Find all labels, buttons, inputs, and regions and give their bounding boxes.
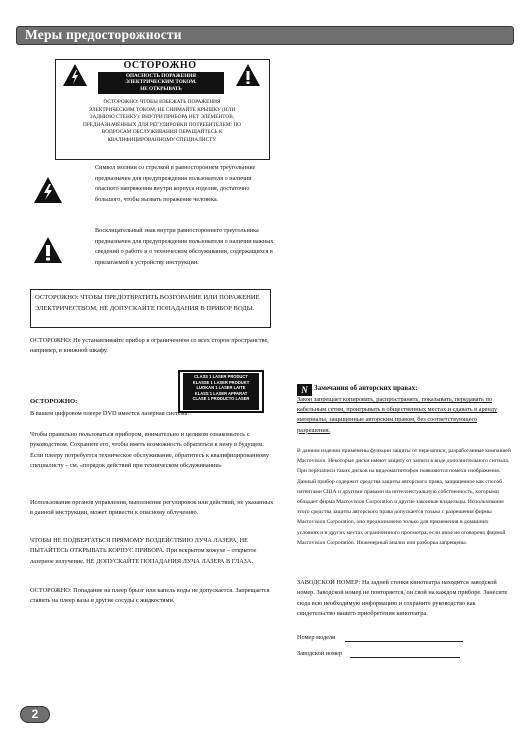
lightning-warning-icon [62,63,88,87]
placement-caution: ОСТОРОЖНО: Не устанавливайте прибор в ограниченном со всех сторон пространстве, например, в книжной шкафу. [30,337,269,355]
serial-number-notice: ЗАВОДСКОЙ НОМЕР: На задней стенки кинотеатра находится заводской номер. Заводской номер не повторяется, он свой на каждом приборе. Занесите сюда всю необходимую информацию и сохраните руководство как свидетельство вашего приобретения кинотеатра. [297,579,508,617]
laser-caution-heading: ОСТОРОЖНО: [30,398,78,405]
laser-system-text: В вашем цифровом плеере DVD имеется лазерная система. [30,410,189,417]
exclamation-warning-icon [235,63,261,87]
laser-class-label-text: CLASS 1 LASER PRODUCT KLASSE 1 LASER PRODUKT LUOKAN 1 LASER LAITE KLASS 1 LASER APPARAT CLASE 1 PRODUCTO LASER [192,374,250,401]
caution-body-text: ОСТОРОЖНО: ЧТОБЫ ИЗБЕЖАТЬ ПОРАЖЕНИЯ ЭЛЕКТРИЧЕСКИМ ТОКОМ, НЕ СНИМАЙТЕ КРЫШКУ (ИЛИ ЗАДНЮЮ СТЕНКУ): ВНУТРИ ПРИБОРА НЕТ ЭЛЕМЕНТОВ, ПРЕДНАЗНАЧЕННЫХ ДЛЯ РЕГУЛИРОВКИ ПОТРЕБИТЕЛЕМ: ПО ВОПРОСАМ ОБСЛУЖИВАНИЯ ОБРАЩАЙТЕСЬ К КВАЛИФИЦИРОВАННОМУ СПЕЦИАЛИСТУ. [83,99,241,143]
exclamation-symbol-description: Восклицательный знак внутри равностороннего треугольника предназначен для предупреждения пользователя о наличии важных сведений о работе и о техническом обслуживании, содержащихся в прилагаемой к устройству инструкции. [95,227,274,266]
model-number-line [345,641,463,642]
copyright-notice-underlined: Закон запрещает копировать, распространять, показывать, передавать по кабельным сетям, проигрывать в общественных местах и сдавать в аренду материалы, защищенные авторским правом, без соответствующего разрешения. [297,396,498,434]
model-number-label: Номер модели [297,634,336,641]
caution-heading: ОСТОРОЖНО [123,60,197,71]
water-caution-text: ОСТОРОЖНО: Попадание на плеер брызг или капель воды не допускается. Запрещается ставить на плеер вазы и другие сосуды с жидкостями. [30,587,270,605]
page-title: Меры предосторожности [25,27,182,42]
copyright-body-text: В данном изделии применены функции защиты от перезаписи, разработанные компанией Macrovision. Некоторые диски имеют защиту от записи в виде дополнительного сигнала. При перезаписи таких дисков на видеомагнитофон появляются помехи изображения. Данный прибор содержит средства защиты авторского права, защищенное как способ патентами США и другими правами на интеллектуальную собственность, которыми обладает фирма Macrovision Corporation и другие законные владельцы. Использование этого средства защиты авторского права допускается только с разрешения фирмы Macrovision Corporation, оно предназначено только для применения в домашних условиях и в других местах ограниченного просмотра, если иное не оговорено фирмой Macrovision Corporation. Инженерный анализ или разборка запрещены. [297,448,511,546]
exclamation-triangle-icon [33,236,63,264]
lightning-triangle-icon [33,176,63,204]
controls-warning-text: Использование органов управления, выполнение регулировок или действий, не указанных в данной инструкции, может привести к опасному облучению. [30,499,274,517]
note-icon: N [297,384,312,396]
caution-inner-text: ОПАСНОСТЬ ПОРАЖЕНИЯ ЭЛЕКТРИЧЕСКИМ ТОКОМ. НЕ ОТКРЫВАТЬ [125,73,197,92]
copyright-heading: Замечания об авторских правах: [314,384,418,392]
serial-number-label: Заводской номер [297,650,343,657]
laser-beam-warning-text: ЧТОБЫ НЕ ПОДВЕРГАТЬСЯ ПРЯМОМУ ВОЗДЕЙСТВИЮ ЛУЧА ЛАЗЕРА, НЕ ПЫТАЙТЕСЬ ОТКРЫВАТЬ КОРПУС ПРИБОРА. При вскрытом кожухе – открытое лазерное излучение. НЕ ДОПУСКАЙТЕ ПОПАДАНИЯ ЛУЧА ЛАЗЕРА В ГЛАЗА. [30,537,257,565]
serial-number-line [350,657,460,658]
lightning-symbol-description: Символ молнии со стрелкой в равностороннем треугольнике предназначен для предупреждения пользователя о наличии опасного напряжения внутри корпуса изделия, достаточно большого, чтобы вызвать поражение человека. [95,164,256,203]
water-warning-box-text: ОСТОРОЖНО: ЧТОБЫ ПРЕДОТВРАТИТЬ ВОЗГОРАНИЕ ИЛИ ПОРАЖЕНИЕ ЭЛЕКТРИЧЕСТВОМ, НЕ ДОПУСКАЙТЕ ПОПАДАНИЯ В ПРИБОР ВОДЫ. [35,294,260,312]
proper-use-text: Чтобы правильно пользоваться прибором, внимательно и целиком ознакомьтесь с руководством. Сохраните его, чтобы иметь возможность обратиться к нему в будущем. Если плееру потребуется техническое обслуживание, обратитесь к квалифицированному специалисту – см. «порядок действий при техническом обслуживании» [30,431,270,469]
page-number: 2 [31,707,39,721]
